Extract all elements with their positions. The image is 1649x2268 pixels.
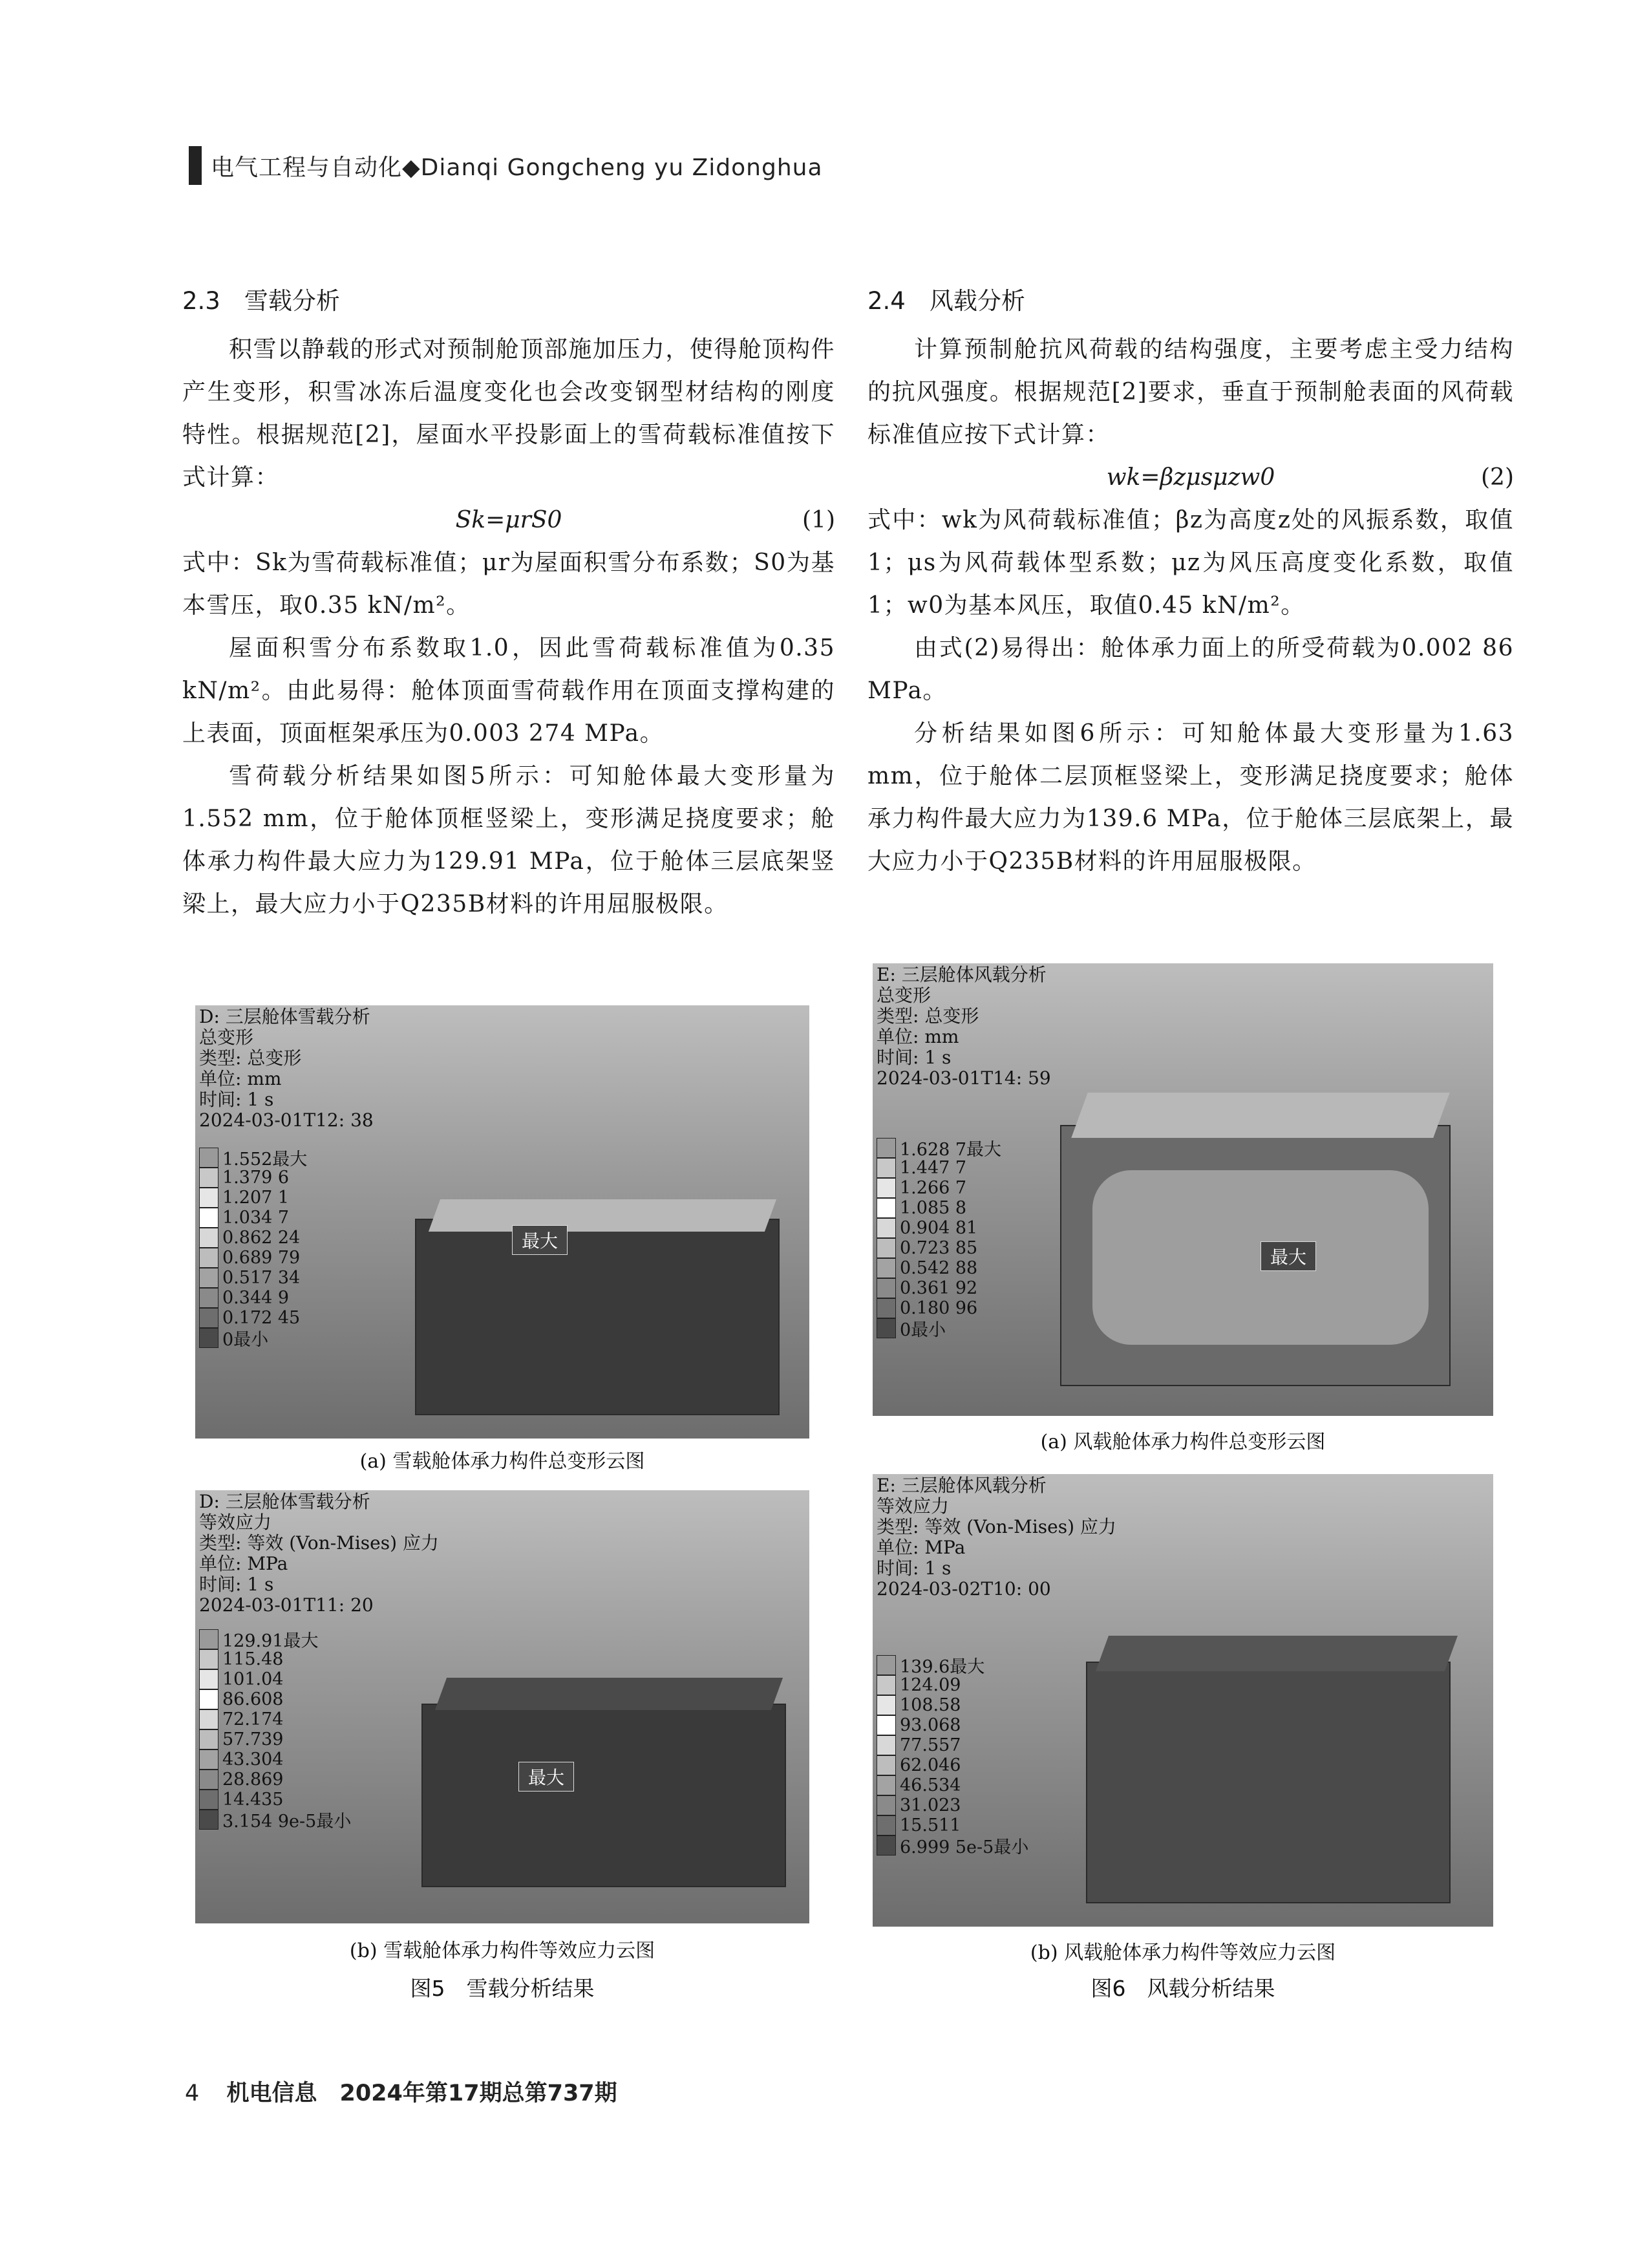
figure-5b xyxy=(195,1490,809,1923)
legend-swatch xyxy=(877,1795,896,1815)
legend-label: 43.304 xyxy=(222,1749,284,1770)
legend xyxy=(877,1138,1001,1338)
legend-label: 0.361 92 xyxy=(900,1278,978,1298)
header-bar xyxy=(189,146,202,185)
legend-label: 1.628 7最大 xyxy=(900,1140,1002,1160)
figure-6b xyxy=(873,1474,1493,1927)
legend-label: 108.58 xyxy=(900,1695,961,1715)
legend-swatch xyxy=(199,1268,218,1288)
legend-row xyxy=(199,1749,351,1770)
caption: (b) 风载舱体承力构件等效应力云图 xyxy=(1030,1942,1336,1964)
legend-label: 62.046 xyxy=(900,1755,961,1775)
legend-row xyxy=(877,1278,1001,1298)
figure-6a xyxy=(873,963,1493,1416)
figure-caption: 图6 风载分析结果 xyxy=(1090,1976,1275,2001)
legend-label: 0.862 24 xyxy=(222,1228,301,1248)
legend-swatch xyxy=(199,1749,218,1770)
legend-swatch xyxy=(877,1138,896,1158)
equation-number: (1) xyxy=(802,506,835,533)
legend-swatch xyxy=(199,1790,218,1810)
legend-row xyxy=(199,1168,307,1188)
container-top xyxy=(435,1678,783,1710)
legend-row xyxy=(877,1238,1001,1258)
legend-label: 0.542 88 xyxy=(900,1258,978,1278)
container-model xyxy=(1086,1662,1451,1903)
legend-label: 124.09 xyxy=(900,1675,961,1695)
legend-row xyxy=(199,1248,307,1268)
legend-swatch xyxy=(877,1238,896,1258)
legend-row xyxy=(877,1695,1028,1715)
legend-swatch xyxy=(877,1258,896,1278)
legend-swatch xyxy=(877,1815,896,1835)
legend-swatch xyxy=(199,1228,218,1248)
legend-label: 28.869 xyxy=(222,1770,284,1790)
legend-swatch xyxy=(877,1835,896,1856)
section-heading: 2.3 雪载分析 xyxy=(182,287,340,315)
legend-label: 0最小 xyxy=(900,1320,946,1340)
plot-title: D: 三层舱体雪载分析 总变形 类型: 总变形 单位: mm 时间: 1 s 2024-03-01T12: 38 xyxy=(199,1006,374,1131)
legend-row xyxy=(877,1775,1028,1795)
legend-row xyxy=(877,1258,1001,1278)
legend-swatch xyxy=(199,1208,218,1228)
page-footer xyxy=(185,2075,617,2108)
legend-row xyxy=(199,1268,307,1288)
paragraph: 屋面积雪分布系数取1.0，因此雪荷载标准值为0.35 kN/m²。由此易得：舱体顶面雪荷载作用在顶面支撑构建的上表面，顶面框架承压为0.003 274 MPa。 xyxy=(182,634,835,747)
legend-swatch xyxy=(877,1715,896,1735)
legend-swatch xyxy=(877,1755,896,1775)
plot-title: E: 三层舱体风载分析 总变形 类型: 总变形 单位: mm 时间: 1 s 2024-03-01T14: 59 xyxy=(877,964,1051,1089)
container-model xyxy=(415,1219,780,1415)
legend-label: 115.48 xyxy=(222,1649,284,1669)
legend-label: 6.999 5e-5最小 xyxy=(900,1837,1029,1857)
container-top xyxy=(1071,1093,1449,1138)
container-top xyxy=(429,1199,776,1232)
running-header xyxy=(189,147,823,184)
legend-swatch xyxy=(877,1655,896,1675)
legend-label: 1.207 1 xyxy=(222,1188,290,1208)
plot-title: E: 三层舱体风载分析 等效应力 类型: 等效 (Von-Mises) 应力 单位: MPa 时间: 1 s 2024-03-02T10: 00 xyxy=(877,1475,1116,1599)
legend-label: 46.534 xyxy=(900,1775,961,1795)
caption: (a) 雪载舱体承力构件总变形云图 xyxy=(359,1450,645,1473)
container-model xyxy=(421,1704,786,1887)
legend-label: 139.6最大 xyxy=(900,1657,985,1677)
legend-label: 86.608 xyxy=(222,1689,284,1709)
legend-swatch xyxy=(199,1649,218,1669)
plot-title: D: 三层舱体雪载分析 等效应力 类型: 等效 (Von-Mises) 应力 单位: MPa 时间: 1 s 2024-03-01T11: 20 xyxy=(199,1491,439,1616)
legend-row xyxy=(877,1218,1001,1238)
paragraph: 积雪以静载的形式对预制舱顶部施加压力，使得舱顶构件产生变形，积雪冰冻后温度变化也会改变钢型材结构的刚度特性。根据规范[2]，屋面水平投影面上的雪荷载标准值按下式计算： xyxy=(182,336,835,491)
legend-row xyxy=(877,1735,1028,1755)
legend-label: 0.904 81 xyxy=(900,1218,978,1238)
legend-row xyxy=(877,1835,1028,1856)
legend-row xyxy=(199,1810,351,1830)
right-column xyxy=(867,284,1514,883)
legend-row xyxy=(199,1288,307,1308)
legend-swatch xyxy=(199,1328,218,1348)
legend-label: 0.172 45 xyxy=(222,1308,301,1328)
legend-swatch xyxy=(199,1669,218,1689)
legend-swatch xyxy=(877,1735,896,1755)
legend-label: 15.511 xyxy=(900,1815,961,1835)
legend-swatch xyxy=(199,1629,218,1649)
caption: (a) 风载舱体承力构件总变形云图 xyxy=(1040,1431,1326,1453)
legend-label: 101.04 xyxy=(222,1669,284,1689)
legend-label: 129.91最大 xyxy=(222,1631,319,1651)
legend-swatch xyxy=(199,1689,218,1709)
legend-row xyxy=(199,1689,351,1709)
legend-swatch xyxy=(877,1695,896,1715)
legend-label: 0最小 xyxy=(222,1330,269,1350)
legend-row xyxy=(199,1188,307,1208)
legend-swatch xyxy=(877,1318,896,1338)
legend-label: 0.723 85 xyxy=(900,1238,978,1258)
legend-row xyxy=(199,1669,351,1689)
paragraph: 由式(2)易得出：舱体承力面上的所受荷载为0.002 86 MPa。 xyxy=(867,634,1514,704)
paragraph: 雪荷载分析结果如图5所示：可知舱体最大变形量为1.552 mm，位于舱体顶框竖梁上，变形满足挠度要求；舱体承力构件最大应力为129.91 MPa，位于舱体三层底架竖梁上，最大应力小于Q235B材料的许用屈服极限。 xyxy=(182,762,835,917)
legend-label: 57.739 xyxy=(222,1729,284,1749)
legend-row xyxy=(877,1715,1028,1735)
legend-row xyxy=(199,1649,351,1669)
legend-row xyxy=(877,1158,1001,1178)
legend-swatch xyxy=(877,1775,896,1795)
legend-swatch xyxy=(877,1675,896,1695)
legend-label: 0.344 9 xyxy=(222,1288,290,1308)
legend-swatch xyxy=(199,1288,218,1308)
legend-swatch xyxy=(877,1218,896,1238)
legend-row xyxy=(877,1178,1001,1198)
legend-row xyxy=(199,1208,307,1228)
legend-row xyxy=(877,1795,1028,1815)
legend-row xyxy=(877,1755,1028,1775)
legend-label: 1.085 8 xyxy=(900,1198,967,1218)
max-tag: 最大 xyxy=(1261,1241,1316,1271)
legend-row xyxy=(877,1138,1001,1158)
legend-swatch xyxy=(877,1178,896,1198)
legend-swatch xyxy=(877,1158,896,1178)
legend-swatch xyxy=(199,1308,218,1328)
legend-swatch xyxy=(877,1198,896,1218)
equation-body: wk=βzμsμzw0 xyxy=(1106,464,1275,491)
legend xyxy=(199,1629,351,1830)
legend-row xyxy=(199,1148,307,1168)
legend-label: 0.180 96 xyxy=(900,1298,978,1318)
caption: (b) 雪载舱体承力构件等效应力云图 xyxy=(349,1940,655,1962)
legend-swatch xyxy=(877,1298,896,1318)
legend-swatch xyxy=(199,1810,218,1830)
figure-caption: 图5 雪载分析结果 xyxy=(410,1976,595,2001)
legend-row xyxy=(199,1228,307,1248)
legend-label: 0.517 34 xyxy=(222,1268,301,1288)
page-number: 4 xyxy=(185,2081,200,2106)
legend-label: 3.154 9e-5最小 xyxy=(222,1812,352,1832)
max-tag: 最大 xyxy=(518,1762,574,1792)
legend-row xyxy=(199,1729,351,1749)
section-heading: 2.4 风载分析 xyxy=(867,287,1025,315)
legend-label: 1.552最大 xyxy=(222,1150,308,1170)
legend xyxy=(877,1655,1028,1856)
legend-row xyxy=(199,1629,351,1649)
legend-label: 1.379 6 xyxy=(222,1168,290,1188)
legend-swatch xyxy=(199,1770,218,1790)
legend xyxy=(199,1148,307,1348)
legend-swatch xyxy=(199,1148,218,1168)
legend-label: 1.266 7 xyxy=(900,1178,967,1198)
paragraph: 式中：Sk为雪荷载标准值；μr为屋面积雪分布系数；S0为基本雪压，取0.35 kN/m²。 xyxy=(182,549,835,619)
legend-label: 72.174 xyxy=(222,1709,284,1729)
container-top xyxy=(1096,1636,1458,1671)
journal-issue: 机电信息 2024年第17期总第737期 xyxy=(226,2081,617,2106)
paragraph: 式中：wk为风荷载标准值；βz为高度z处的风振系数，取值1；μs为风荷载体型系数；μz为风压高度变化系数，取值1；w0为基本风压，取值0.45 kN/m²。 xyxy=(867,506,1514,619)
legend-label: 1.034 7 xyxy=(222,1208,290,1228)
legend-row xyxy=(199,1770,351,1790)
legend-row xyxy=(877,1198,1001,1218)
equation-body: Sk=μrS0 xyxy=(455,506,562,533)
legend-swatch xyxy=(199,1248,218,1268)
legend-swatch xyxy=(877,1278,896,1298)
legend-swatch xyxy=(199,1188,218,1208)
legend-row xyxy=(199,1709,351,1729)
legend-label: 31.023 xyxy=(900,1795,961,1815)
figure-5a xyxy=(195,1005,809,1439)
legend-label: 77.557 xyxy=(900,1735,961,1755)
max-tag: 最大 xyxy=(512,1225,568,1255)
legend-row xyxy=(877,1655,1028,1675)
left-column xyxy=(182,284,835,926)
legend-swatch xyxy=(199,1709,218,1729)
legend-label: 0.689 79 xyxy=(222,1248,301,1268)
equation xyxy=(867,456,1514,499)
journal-name: 电气工程与自动化◆Dianqi Gongcheng yu Zidonghua xyxy=(211,154,823,181)
legend-row xyxy=(877,1675,1028,1695)
paragraph: 分析结果如图6所示：可知舱体最大变形量为1.63 mm，位于舱体二层顶框竖梁上，变形满足挠度要求；舱体承力构件最大应力为139.6 MPa，位于舱体三层底架上，最大应力小于Q235B材料的许用屈服极限。 xyxy=(867,720,1514,875)
legend-row xyxy=(199,1328,307,1348)
legend-row xyxy=(877,1318,1001,1338)
legend-swatch xyxy=(199,1168,218,1188)
equation-number: (2) xyxy=(1481,464,1514,491)
legend-label: 1.447 7 xyxy=(900,1158,967,1178)
legend-label: 93.068 xyxy=(900,1715,961,1735)
paragraph: 计算预制舱抗风荷载的结构强度，主要考虑主受力结构的抗风强度。根据规范[2]要求，垂直于预制舱表面的风荷载标准值应按下式计算： xyxy=(867,336,1514,448)
equation xyxy=(182,499,835,542)
legend-swatch xyxy=(199,1729,218,1749)
legend-label: 14.435 xyxy=(222,1790,284,1810)
